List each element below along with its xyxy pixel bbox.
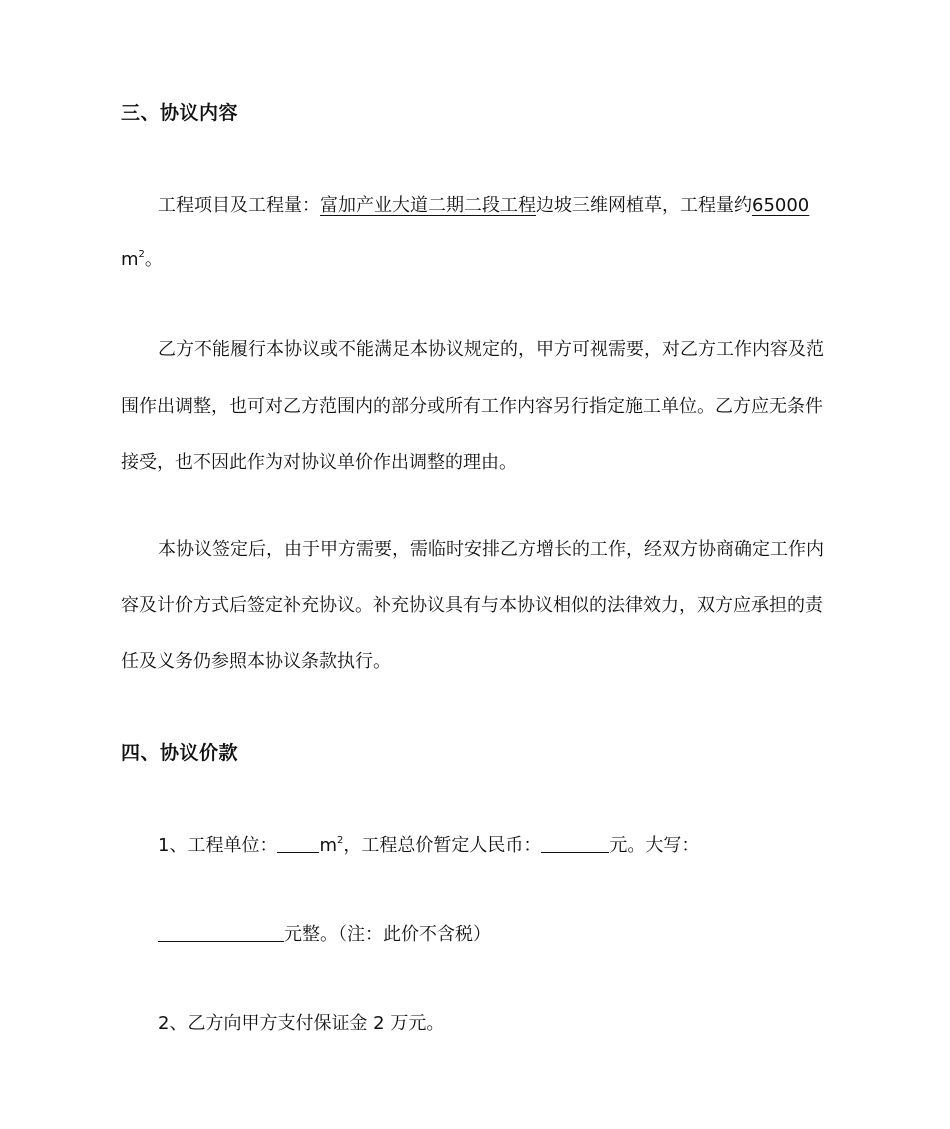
paragraph-2-line-3: 接受，也不因此作为对协议单价作出调整的理由。 <box>121 452 517 473</box>
project-label: 工程项目及工程量： <box>158 195 320 216</box>
unit-price-unit: m <box>319 835 337 856</box>
paragraph-3-line-2: 容及计价方式后签定补充协议。补充协议具有与本协议相似的法律效力，双方应承担的责 <box>121 595 823 616</box>
unit-price-label: 1、工程单位： <box>158 835 278 856</box>
amount-words-label: 元。大写： <box>609 835 700 856</box>
sentence-end: 。 <box>144 249 163 270</box>
quantity-unit-superscript: 2 <box>138 249 145 260</box>
total-price-label: ，工程总价暂定人民币： <box>343 835 542 856</box>
project-unit-line <box>121 248 163 272</box>
unit-price-blank <box>277 834 319 853</box>
paragraph-3-line-3: 任及义务仍参照本协议条款执行。 <box>121 651 391 672</box>
section-4-heading: 四、协议价款 <box>121 742 239 764</box>
project-name: 富加产业大道二期二段工程 <box>320 195 536 216</box>
price-item-2: 2、乙方向甲方支付保证金 2 万元。 <box>158 1013 445 1034</box>
amount-words-suffix: 元整。（注：此价不含税） <box>284 924 491 945</box>
unit-price-superscript: 2 <box>337 835 344 846</box>
project-scope-line <box>158 194 809 218</box>
paragraph-2-line-1: 乙方不能履行本协议或不能满足本协议规定的，甲方可视需要，对乙方工作内容及范 <box>158 339 824 360</box>
total-price-blank <box>541 834 609 853</box>
section-3-heading: 三、协议内容 <box>121 102 239 124</box>
paragraph-3-line-1: 本协议签定后，由于甲方需要，需临时安排乙方增长的工作，经双方协商确定工作内 <box>158 539 824 560</box>
project-description: 边坡三维网植草，工程量约 <box>536 195 752 216</box>
project-quantity: 65000 <box>752 195 810 216</box>
quantity-unit: m <box>121 249 139 270</box>
price-item-1-line-2 <box>158 923 491 947</box>
paragraph-2-line-2: 围作出调整，也可对乙方范围内的部分或所有工作内容另行指定施工单位。乙方应无条件 <box>121 396 823 417</box>
price-item-1-line-1 <box>158 834 699 858</box>
amount-words-blank <box>158 923 284 942</box>
